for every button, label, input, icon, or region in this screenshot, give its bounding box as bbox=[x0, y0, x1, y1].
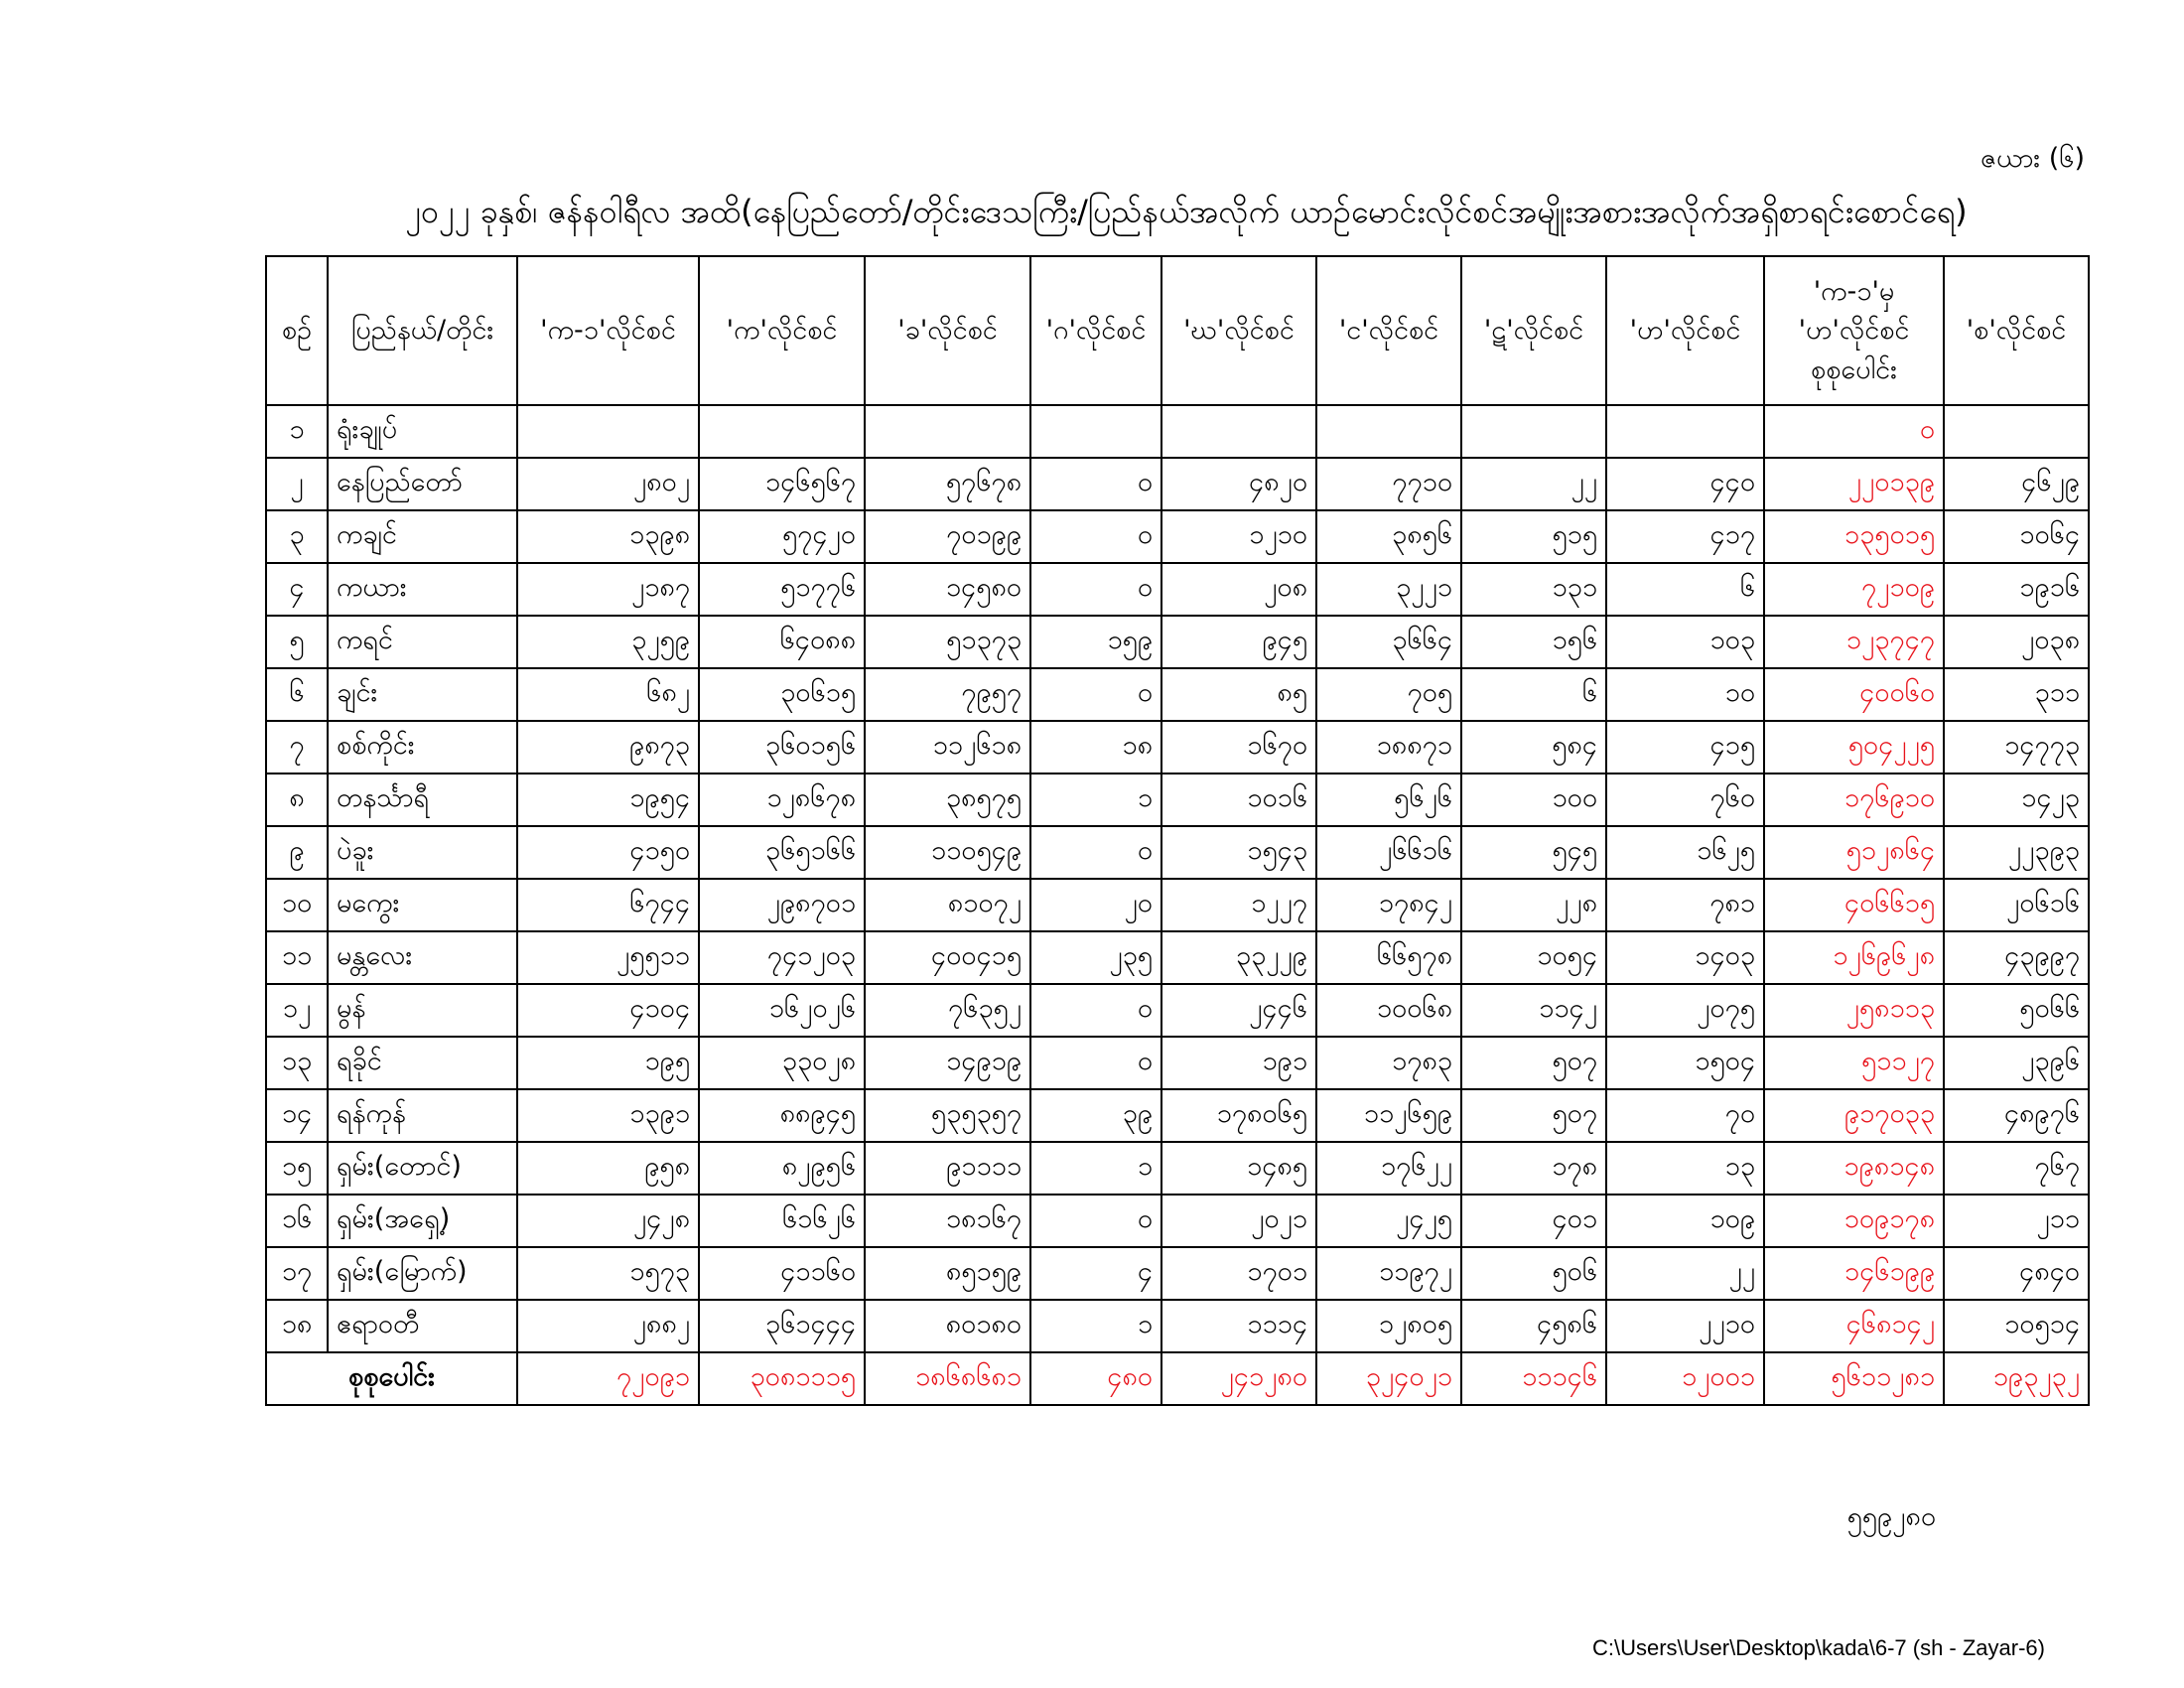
value-cell: ၁၁၄၂ bbox=[1461, 984, 1606, 1037]
value-cell: ၁ bbox=[1030, 1142, 1161, 1195]
value-cell: ၄၀၁ bbox=[1461, 1195, 1606, 1247]
value-cell: ၁၉၅ bbox=[517, 1037, 699, 1089]
value-cell: ၁၉၅၄ bbox=[517, 774, 699, 826]
value-cell: ၄၈၂၀ bbox=[1161, 458, 1316, 510]
value-cell: ၈၅၁၅၉ bbox=[865, 1247, 1030, 1300]
row-total-cell: ၁၀၉၁၇၈ bbox=[1764, 1195, 1944, 1247]
row-total-cell: ၇၂၁၀၉ bbox=[1764, 563, 1944, 616]
value-cell: ၂၀၃၈ bbox=[1944, 616, 2089, 668]
value-cell: ၂၀ bbox=[1030, 879, 1161, 931]
value-cell: ၅၁၅ bbox=[1461, 510, 1606, 563]
header-row bbox=[266, 256, 2089, 405]
value-cell: ၃၂၅၉ bbox=[517, 616, 699, 668]
value-cell: ၆၆၅၇၈ bbox=[1316, 931, 1461, 984]
value-cell: ၁၀၀၆၈ bbox=[1316, 984, 1461, 1037]
value-cell: ၁၀၁၆ bbox=[1161, 774, 1316, 826]
total-value-cell: ၅၆၁၁၂၈၁ bbox=[1764, 1352, 1944, 1405]
value-cell: ၁၈၈၇၁ bbox=[1316, 721, 1461, 774]
region-name: မွန် bbox=[328, 984, 517, 1037]
row-number: ၆ bbox=[266, 668, 328, 721]
value-cell: ၀ bbox=[1030, 458, 1161, 510]
value-cell: ၁၂၈၆၇၈ bbox=[699, 774, 865, 826]
region-name: ပဲခူး bbox=[328, 826, 517, 879]
value-cell: ၁၆၂၀၂၆ bbox=[699, 984, 865, 1037]
row-number: ၅ bbox=[266, 616, 328, 668]
total-row bbox=[266, 1352, 2089, 1405]
value-cell: ၄၁၅၀ bbox=[517, 826, 699, 879]
value-cell: ၆ bbox=[1606, 563, 1764, 616]
row-total-cell: ၄၀၆၆၁၅ bbox=[1764, 879, 1944, 931]
file-path: C:\Users\User\Desktop\kada\6-7 (sh - Zayar-6) bbox=[1591, 1635, 2045, 1660]
value-cell: ၅၀၇ bbox=[1461, 1037, 1606, 1089]
value-cell: ၇၆၀ bbox=[1606, 774, 1764, 826]
table-row bbox=[266, 510, 2089, 563]
value-cell: ၁ bbox=[1030, 1300, 1161, 1352]
value-cell: ၃၆၀၁၅၆ bbox=[699, 721, 865, 774]
license-table bbox=[265, 255, 2090, 1406]
value-cell: ၆၄၀၈၈ bbox=[699, 616, 865, 668]
value-cell: ၄ bbox=[1030, 1247, 1161, 1300]
table-row bbox=[266, 1195, 2089, 1247]
column-header: 'က'လိုင်စင် bbox=[699, 256, 865, 405]
table-row bbox=[266, 563, 2089, 616]
value-cell: ၁၄၅၈၀ bbox=[865, 563, 1030, 616]
row-total-cell: ၂၅၈၁၁၃ bbox=[1764, 984, 1944, 1037]
value-cell: ၀ bbox=[1030, 984, 1161, 1037]
column-header: 'က-၁'လိုင်စင် bbox=[517, 256, 699, 405]
value-cell bbox=[865, 405, 1030, 458]
row-total-cell: ၅၁၂၈၆၄ bbox=[1764, 826, 1944, 879]
value-cell: ၅၁၃၇၃ bbox=[865, 616, 1030, 668]
table-row bbox=[266, 1037, 2089, 1089]
value-cell: ၁၃၁ bbox=[1461, 563, 1606, 616]
value-cell: ၆၈၂ bbox=[517, 668, 699, 721]
region-name: ရန်ကုန် bbox=[328, 1089, 517, 1142]
region-name: မန္တလေး bbox=[328, 931, 517, 984]
value-cell: ၃၃၀၂၈ bbox=[699, 1037, 865, 1089]
value-cell: ၃၉ bbox=[1030, 1089, 1161, 1142]
value-cell: ၈၀၁၈၀ bbox=[865, 1300, 1030, 1352]
value-cell: ၄၆၂၉ bbox=[1944, 458, 2089, 510]
region-name: တနင်္သာရီ bbox=[328, 774, 517, 826]
row-number: ၁၁ bbox=[266, 931, 328, 984]
value-cell bbox=[1461, 405, 1606, 458]
value-cell: ၃၆၁၄၄၄ bbox=[699, 1300, 865, 1352]
value-cell: ၇၄၁၂၀၃ bbox=[699, 931, 865, 984]
row-total-cell: ၀ bbox=[1764, 405, 1944, 458]
row-number: ၁၂ bbox=[266, 984, 328, 1037]
value-cell: ၂၆၆၁၆ bbox=[1316, 826, 1461, 879]
region-name: စစ်ကိုင်း bbox=[328, 721, 517, 774]
region-name: ကရင် bbox=[328, 616, 517, 668]
value-cell: ၁၃၉၁ bbox=[517, 1089, 699, 1142]
row-number: ၃ bbox=[266, 510, 328, 563]
region-name: မကွေး bbox=[328, 879, 517, 931]
value-cell: ၈၂၉၅၆ bbox=[699, 1142, 865, 1195]
value-cell: ၁၀၃ bbox=[1606, 616, 1764, 668]
value-cell bbox=[1161, 405, 1316, 458]
value-cell bbox=[1316, 405, 1461, 458]
value-cell: ၅၃၅၃၅၇ bbox=[865, 1089, 1030, 1142]
row-number: ၁ bbox=[266, 405, 328, 458]
value-cell: ၁၀၆၄ bbox=[1944, 510, 2089, 563]
row-total-cell: ၅၀၄၂၂၅ bbox=[1764, 721, 1944, 774]
value-cell: ၁၆၇၀ bbox=[1161, 721, 1316, 774]
row-total-cell: ၉၁၇၀၃၃ bbox=[1764, 1089, 1944, 1142]
value-cell: ၂၈၈၂ bbox=[517, 1300, 699, 1352]
value-cell: ၃၈၅၇၅ bbox=[865, 774, 1030, 826]
stamp-number: ၅၅၉၂၈၀ bbox=[1846, 1501, 1936, 1532]
value-cell: ၁၀ bbox=[1606, 668, 1764, 721]
row-number: ၉ bbox=[266, 826, 328, 879]
row-total-cell: ၁၃၅၀၁၅ bbox=[1764, 510, 1944, 563]
value-cell: ၄၁၀၄ bbox=[517, 984, 699, 1037]
table-row bbox=[266, 931, 2089, 984]
region-name: ရှမ်း(တောင်) bbox=[328, 1142, 517, 1195]
value-cell bbox=[1030, 405, 1161, 458]
row-number: ၈ bbox=[266, 774, 328, 826]
total-value-cell: ၁၈၆၈၆၈၁ bbox=[865, 1352, 1030, 1405]
row-total-cell: ၂၂၀၁၃၉ bbox=[1764, 458, 1944, 510]
value-cell: ၁၅၄၃ bbox=[1161, 826, 1316, 879]
table-row bbox=[266, 668, 2089, 721]
value-cell: ၃၈၅၆ bbox=[1316, 510, 1461, 563]
value-cell: ၂၅၅၁၁ bbox=[517, 931, 699, 984]
column-header: 'ခ'လိုင်စင် bbox=[865, 256, 1030, 405]
row-number: ၄ bbox=[266, 563, 328, 616]
value-cell: ၁၄၆၅၆၇ bbox=[699, 458, 865, 510]
value-cell: ၂၀၈ bbox=[1161, 563, 1316, 616]
value-cell: ၂၉၈၇၀၁ bbox=[699, 879, 865, 931]
total-value-cell: ၁၉၃၂၃၂ bbox=[1944, 1352, 2089, 1405]
value-cell: ၁၉၁၆ bbox=[1944, 563, 2089, 616]
value-cell: ၂၁၈၇ bbox=[517, 563, 699, 616]
value-cell: ၁၄၀၃ bbox=[1606, 931, 1764, 984]
value-cell: ၁၉၁ bbox=[1161, 1037, 1316, 1089]
value-cell: ၁၁၀၅၄၉ bbox=[865, 826, 1030, 879]
value-cell: ၁၈၁၆၇ bbox=[865, 1195, 1030, 1247]
region-name: ရှမ်း(မြောက်) bbox=[328, 1247, 517, 1300]
value-cell: ၈၁၀၇၂ bbox=[865, 879, 1030, 931]
total-label: စုစုပေါင်း bbox=[266, 1352, 517, 1405]
value-cell: ၁၄၂၃ bbox=[1944, 774, 2089, 826]
value-cell bbox=[517, 405, 699, 458]
row-total-cell: ၅၁၁၂၇ bbox=[1764, 1037, 1944, 1089]
value-cell: ၁၇၀၁ bbox=[1161, 1247, 1316, 1300]
column-header: 'င'လိုင်စင် bbox=[1316, 256, 1461, 405]
total-value-cell: ၄၈၀ bbox=[1030, 1352, 1161, 1405]
value-cell bbox=[699, 405, 865, 458]
value-cell: ၄၈၄၀ bbox=[1944, 1247, 2089, 1300]
value-cell: ၀ bbox=[1030, 1195, 1161, 1247]
value-cell: ၁၄၇၇၃ bbox=[1944, 721, 2089, 774]
value-cell: ၉၅၈ bbox=[517, 1142, 699, 1195]
total-value-cell: ၁၁၁၄၆ bbox=[1461, 1352, 1606, 1405]
total-value-cell: ၂၄၁၂၈၀ bbox=[1161, 1352, 1316, 1405]
annex-label: ဇယား (၆) bbox=[1979, 143, 2085, 174]
value-cell: ၄၁၁၆၀ bbox=[699, 1247, 865, 1300]
row-total-cell: ၄၆၈၁၄၂ bbox=[1764, 1300, 1944, 1352]
value-cell: ၅၆၂၆ bbox=[1316, 774, 1461, 826]
value-cell: ၀ bbox=[1030, 668, 1161, 721]
value-cell: ၀ bbox=[1030, 826, 1161, 879]
value-cell: ၁၇၈၃ bbox=[1316, 1037, 1461, 1089]
value-cell: ၃၆၆၄ bbox=[1316, 616, 1461, 668]
value-cell: ၇၉၅၇ bbox=[865, 668, 1030, 721]
value-cell bbox=[1944, 405, 2089, 458]
value-cell: ၂၄၂၈ bbox=[517, 1195, 699, 1247]
page-title: ၂၀၂၂ ခုနှစ်၊ ဇန်နဝါရီလ အထိ(နေပြည်တော်/တိုင်းဒေသကြီး/ပြည်နယ်အလိုက် ယာဉ်မောင်းလိုင်စင်အမျိုးအစားအလိုက်အရှိစာရင်းစောင်ရေ) bbox=[405, 193, 1968, 230]
value-cell: ၀ bbox=[1030, 1037, 1161, 1089]
row-number: ၂ bbox=[266, 458, 328, 510]
region-name: ချင်း bbox=[328, 668, 517, 721]
value-cell: ၂၀၇၅ bbox=[1606, 984, 1764, 1037]
table-row bbox=[266, 616, 2089, 668]
value-cell: ၂၃၉၆ bbox=[1944, 1037, 2089, 1089]
column-header: ပြည်နယ်/တိုင်း bbox=[328, 256, 517, 405]
value-cell: ၁၄၉၁၉ bbox=[865, 1037, 1030, 1089]
value-cell: ၁၈ bbox=[1030, 721, 1161, 774]
value-cell: ၅၄၅ bbox=[1461, 826, 1606, 879]
value-cell: ၆၁၆၂၆ bbox=[699, 1195, 865, 1247]
value-cell: ၃၀၆၁၅ bbox=[699, 668, 865, 721]
row-total-cell: ၁၂၆၉၆၂၈ bbox=[1764, 931, 1944, 984]
value-cell: ၁၂၈၀၅ bbox=[1316, 1300, 1461, 1352]
value-cell: ၀ bbox=[1030, 563, 1161, 616]
value-cell: ၄၁၇ bbox=[1606, 510, 1764, 563]
value-cell: ၃၃၂၂၉ bbox=[1161, 931, 1316, 984]
value-cell bbox=[1606, 405, 1764, 458]
value-cell: ၁၇၈၄၂ bbox=[1316, 879, 1461, 931]
value-cell: ၁၆၂၅ bbox=[1606, 826, 1764, 879]
value-cell: ၁၂၂၇ bbox=[1161, 879, 1316, 931]
value-cell: ၈၈၉၄၅ bbox=[699, 1089, 865, 1142]
value-cell: ၃၂၂၁ bbox=[1316, 563, 1461, 616]
value-cell: ၁၃၉၈ bbox=[517, 510, 699, 563]
row-total-cell: ၄၀၀၆၀ bbox=[1764, 668, 1944, 721]
table-row bbox=[266, 405, 2089, 458]
value-cell: ၅၀၆ bbox=[1461, 1247, 1606, 1300]
value-cell: ၄၅၈၆ bbox=[1461, 1300, 1606, 1352]
value-cell: ၀ bbox=[1030, 510, 1161, 563]
value-cell: ၅၇၆၇၈ bbox=[865, 458, 1030, 510]
row-total-cell: ၁၇၆၉၁၀ bbox=[1764, 774, 1944, 826]
value-cell: ၉၄၅ bbox=[1161, 616, 1316, 668]
value-cell: ၁၁၂၆၅၉ bbox=[1316, 1089, 1461, 1142]
region-name: နေပြည်တော် bbox=[328, 458, 517, 510]
value-cell: ၁၅၆ bbox=[1461, 616, 1606, 668]
row-total-cell: ၁၉၈၁၄၈ bbox=[1764, 1142, 1944, 1195]
value-cell: ၁၀၅၁၄ bbox=[1944, 1300, 2089, 1352]
region-name: ရုံးချုပ် bbox=[328, 405, 517, 458]
row-number: ၁၃ bbox=[266, 1037, 328, 1089]
value-cell: ၇၀၅ bbox=[1316, 668, 1461, 721]
value-cell: ၁၄၈၅ bbox=[1161, 1142, 1316, 1195]
value-cell: ၇၆၇ bbox=[1944, 1142, 2089, 1195]
column-header: 'စ'လိုင်စင် bbox=[1944, 256, 2089, 405]
row-total-cell: ၁၄၆၁၉၉ bbox=[1764, 1247, 1944, 1300]
column-header: စဉ် bbox=[266, 256, 328, 405]
total-value-cell: ၁၂၀၀၁ bbox=[1606, 1352, 1764, 1405]
value-cell: ၃၆၅၁၆၆ bbox=[699, 826, 865, 879]
value-cell: ၂၂၃၉၃ bbox=[1944, 826, 2089, 879]
table-row bbox=[266, 721, 2089, 774]
column-header: 'ဟ'လိုင်စင် bbox=[1606, 256, 1764, 405]
value-cell: ၂၁၁ bbox=[1944, 1195, 2089, 1247]
value-cell: ၁၀၉ bbox=[1606, 1195, 1764, 1247]
value-cell: ၅၀၆၆ bbox=[1944, 984, 2089, 1037]
value-cell: ၂၄၂၅ bbox=[1316, 1195, 1461, 1247]
value-cell: ၁၃ bbox=[1606, 1142, 1764, 1195]
table-row bbox=[266, 826, 2089, 879]
value-cell: ၄၈၉၇၆ bbox=[1944, 1089, 2089, 1142]
value-cell: ၁၇၈၀၆၅ bbox=[1161, 1089, 1316, 1142]
total-value-cell: ၇၂၀၉၁ bbox=[517, 1352, 699, 1405]
table-row bbox=[266, 1300, 2089, 1352]
value-cell: ၄၀၀၄၁၅ bbox=[865, 931, 1030, 984]
value-cell: ၁၁၉၇၂ bbox=[1316, 1247, 1461, 1300]
value-cell: ၃၁၁ bbox=[1944, 668, 2089, 721]
value-cell: ၂၄၄၆ bbox=[1161, 984, 1316, 1037]
row-number: ၁၇ bbox=[266, 1247, 328, 1300]
value-cell: ၂၂၈ bbox=[1461, 879, 1606, 931]
value-cell: ၂၀၆၁၆ bbox=[1944, 879, 2089, 931]
region-name: ရခိုင် bbox=[328, 1037, 517, 1089]
total-value-cell: ၃၀၈၁၁၁၅ bbox=[699, 1352, 865, 1405]
value-cell: ၂၂ bbox=[1461, 458, 1606, 510]
value-cell: ၇၀၁၉၉ bbox=[865, 510, 1030, 563]
row-number: ၁၈ bbox=[266, 1300, 328, 1352]
value-cell: ၄၄၀ bbox=[1606, 458, 1764, 510]
row-number: ၇ bbox=[266, 721, 328, 774]
value-cell: ၇၆၃၅၂ bbox=[865, 984, 1030, 1037]
value-cell: ၅၈၄ bbox=[1461, 721, 1606, 774]
region-name: ကယား bbox=[328, 563, 517, 616]
value-cell: ၂၀၂၁ bbox=[1161, 1195, 1316, 1247]
region-name: ကချင် bbox=[328, 510, 517, 563]
value-cell: ၅၁၇၇၆ bbox=[699, 563, 865, 616]
table-row bbox=[266, 1142, 2089, 1195]
value-cell: ၄၁၅ bbox=[1606, 721, 1764, 774]
value-cell: ၁၁၂၆၁၈ bbox=[865, 721, 1030, 774]
table-row bbox=[266, 774, 2089, 826]
value-cell: ၁၀၀ bbox=[1461, 774, 1606, 826]
value-cell: ၅၇၄၂၀ bbox=[699, 510, 865, 563]
column-header: 'ဃ'လိုင်စင် bbox=[1161, 256, 1316, 405]
value-cell: ၁၁၁၄ bbox=[1161, 1300, 1316, 1352]
table-row bbox=[266, 1247, 2089, 1300]
value-cell: ၆၇၄၄ bbox=[517, 879, 699, 931]
value-cell: ၂၂ bbox=[1606, 1247, 1764, 1300]
value-cell: ၇၈၁ bbox=[1606, 879, 1764, 931]
value-cell: ၁၇၆၂၂ bbox=[1316, 1142, 1461, 1195]
value-cell: ၁ bbox=[1030, 774, 1161, 826]
value-cell: ၁၇၈ bbox=[1461, 1142, 1606, 1195]
value-cell: ၆ bbox=[1461, 668, 1606, 721]
column-header: 'ဂ'လိုင်စင် bbox=[1030, 256, 1161, 405]
region-name: ရှမ်း(အရှေ့) bbox=[328, 1195, 517, 1247]
table-row bbox=[266, 879, 2089, 931]
value-cell: ၇၇၁၀ bbox=[1316, 458, 1461, 510]
table-row bbox=[266, 984, 2089, 1037]
value-cell: ၂၂၁၀ bbox=[1606, 1300, 1764, 1352]
row-number: ၁၄ bbox=[266, 1089, 328, 1142]
value-cell: ၂၈၀၂ bbox=[517, 458, 699, 510]
column-header: 'ဋ'လိုင်စင် bbox=[1461, 256, 1606, 405]
total-value-cell: ၃၂၄၀၂၁ bbox=[1316, 1352, 1461, 1405]
column-header: 'က-၁'မှ 'ဟ'လိုင်စင် စုစုပေါင်း bbox=[1764, 256, 1944, 405]
table-row bbox=[266, 1089, 2089, 1142]
row-number: ၁၅ bbox=[266, 1142, 328, 1195]
value-cell: ၁၅၉ bbox=[1030, 616, 1161, 668]
value-cell: ၂၃၅ bbox=[1030, 931, 1161, 984]
value-cell: ၁၂၁၀ bbox=[1161, 510, 1316, 563]
value-cell: ၉၁၁၁၁ bbox=[865, 1142, 1030, 1195]
value-cell: ၁၅၀၄ bbox=[1606, 1037, 1764, 1089]
value-cell: ၈၅ bbox=[1161, 668, 1316, 721]
value-cell: ၁၀၅၄ bbox=[1461, 931, 1606, 984]
table-row bbox=[266, 458, 2089, 510]
row-number: ၁၀ bbox=[266, 879, 328, 931]
region-name: ဧရာဝတီ bbox=[328, 1300, 517, 1352]
row-number: ၁၆ bbox=[266, 1195, 328, 1247]
row-total-cell: ၁၂၃၇၄၇ bbox=[1764, 616, 1944, 668]
value-cell: ၁၅၇၃ bbox=[517, 1247, 699, 1300]
value-cell: ၄၃၉၉၇ bbox=[1944, 931, 2089, 984]
value-cell: ၉၈၇၃ bbox=[517, 721, 699, 774]
value-cell: ၇၀ bbox=[1606, 1089, 1764, 1142]
value-cell: ၅၀၇ bbox=[1461, 1089, 1606, 1142]
